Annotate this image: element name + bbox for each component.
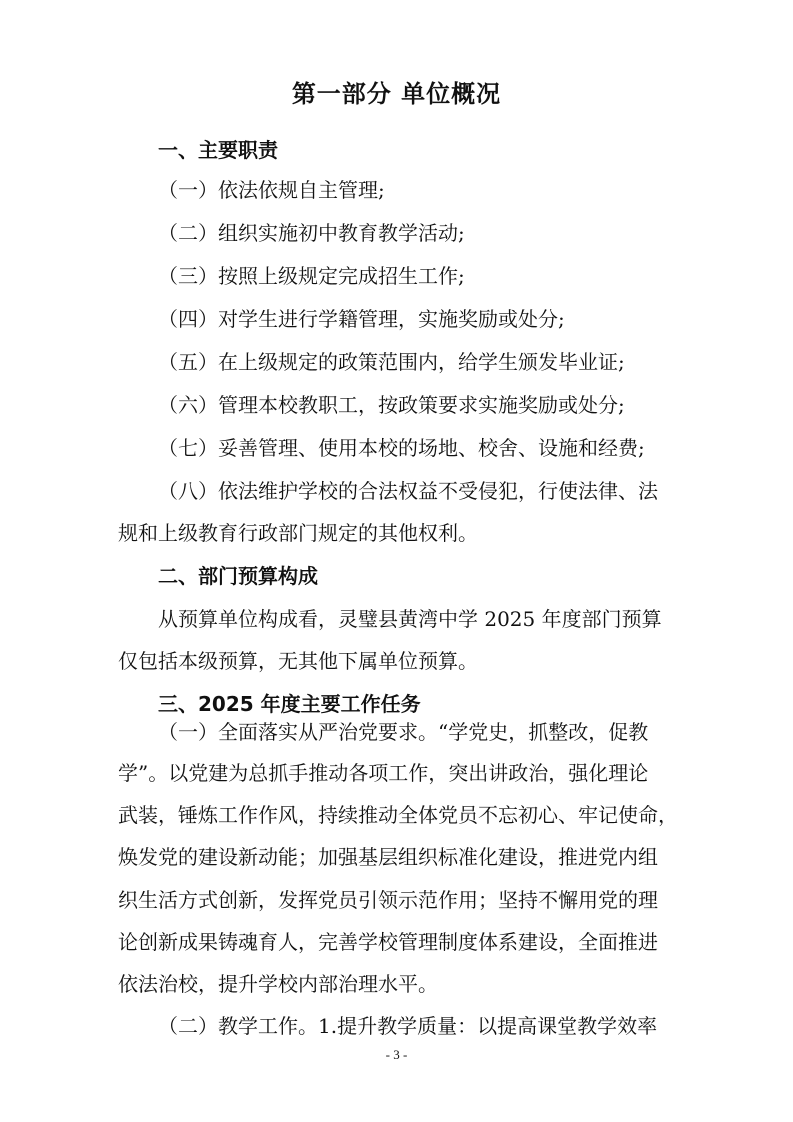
duty-item-7: （七）妥善管理、使用本校的场地、校舍、设施和经费; bbox=[158, 436, 645, 460]
page-title: 第一部分 单位概况 bbox=[291, 80, 502, 108]
tasks-p1-line-1: （一）全面落实从严治党要求。“学党史，抓整改，促教 bbox=[158, 720, 649, 744]
tasks-p1-line-3: 武装，锤炼工作作风，持续推动全体党员不忘初心、牢记使命， bbox=[118, 803, 678, 827]
duty-item-2: （二）组织实施初中教育教学活动; bbox=[158, 221, 465, 245]
duty-item-1: （一）依法依规自主管理; bbox=[158, 178, 385, 202]
page-number: - 3 - bbox=[385, 1047, 408, 1062]
duty-item-8-line-1: （八）依法维护学校的合法权益不受侵犯，行使法律、法 bbox=[158, 479, 658, 503]
duty-item-8-line-2: 规和上级教育行政部门规定的其他权利。 bbox=[118, 521, 478, 545]
tasks-p1-line-6: 论创新成果铸魂育人，完善学校管理制度体系建设，全面推进 bbox=[118, 930, 658, 954]
tasks-p1-line-4: 焕发党的建设新动能；加强基层组织标准化建设，推进党内组 bbox=[118, 845, 658, 869]
section-heading-tasks: 三、2025 年度主要工作任务 bbox=[158, 692, 421, 716]
tasks-p1-line-2: 学”。以党建为总抓手推动各项工作，突出讲政治，强化理论 bbox=[118, 761, 649, 785]
duty-item-4: （四）对学生进行学籍管理，实施奖励或处分; bbox=[158, 307, 565, 331]
budget-text-line-2: 仅包括本级预算，无其他下属单位预算。 bbox=[118, 649, 478, 673]
duty-item-5: （五）在上级规定的政策范围内，给学生颁发毕业证; bbox=[158, 350, 625, 374]
tasks-p2-line-1: （二）教学工作。1.提升教学质量：以提高课堂教学效率 bbox=[158, 1014, 658, 1038]
tasks-p1-line-5: 织生活方式创新，发挥党员引领示范作用；坚持不懈用党的理 bbox=[118, 888, 658, 912]
section-heading-budget: 二、部门预算构成 bbox=[158, 564, 318, 588]
duty-item-3: （三）按照上级规定完成招生工作; bbox=[158, 264, 465, 288]
duty-item-6: （六）管理本校教职工，按政策要求实施奖励或处分; bbox=[158, 393, 625, 417]
section-heading-duties: 一、主要职责 bbox=[158, 138, 278, 162]
tasks-p1-line-7: 依法治校，提升学校内部治理水平。 bbox=[118, 972, 438, 996]
budget-text-line-1: 从预算单位构成看，灵璧县黄湾中学 2025 年度部门预算 bbox=[158, 607, 662, 631]
